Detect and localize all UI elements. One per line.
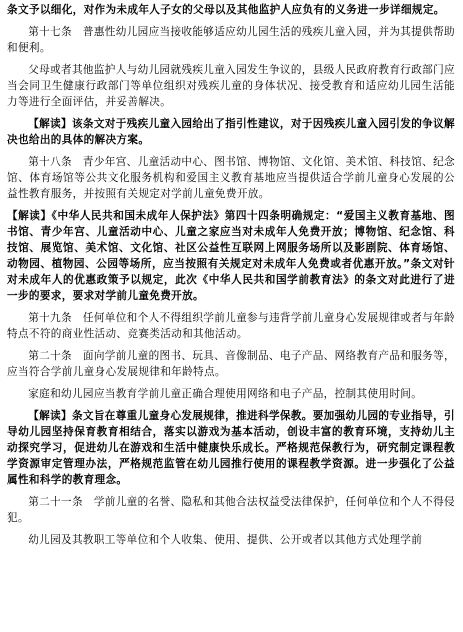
article-19-paragraph: 第十九条 任何单位和个人不得组织学前儿童参与违背学前儿童身心发展规律或者与年龄特点不符的商业性活动、竞赛类活动和其他活动。	[7, 312, 455, 340]
article-17-paragraph: 第十七条 普惠性幼儿园应当接收能够适应幼儿园生活的残疾儿童入园，并为其提供帮助和便利。	[7, 26, 455, 54]
article-20-paragraph: 第二十条 面向学前儿童的图书、玩具、音像制品、电子产品、网络教育产品和服务等，应当符合学前儿童身心发展规律和年龄特点。	[7, 350, 455, 378]
interpretation-article-18: 【解读】《中华人民共和国未成年人保护法》第四十四条明确规定：“爱国主义教育基地、图书馆、青少年宫、儿童活动中心、儿童之家应当对未成年人免费开放；博物馆、纪念馆、科技馆、展览馆、美术馆、文化馆、社区公益性互联网上网服务场所以及影剧院、体育场馆、动物园、植物园、公园等场所，应当按照有关规定对未成年人免费或者优惠开放。”条文对针对未成年人的优惠政策予以规定，此次《中华人民共和国学前教育法》的条文对此进行了进一步的要求，要求对学前儿童免费开放。	[7, 210, 455, 302]
interpretation-article-19-20: 【解读】条文旨在尊重儿童身心发展规律，推进科学保教。要加强幼儿园的专业指导，引导幼儿园坚持保育教育相结合，落实以游戏为基本活动，创设丰富的教育环境，支持幼儿主动探究学习，促进幼儿在游戏和生活中健康快乐成长。严格规范保教行为，研究制定课程教学资源审定管理办法，严格规范监管在幼儿园推行使用的课程教学资源。进一步强化了公益属性和科学的教育理念。	[7, 410, 455, 486]
article-18-paragraph: 第十八条 青少年宫、儿童活动中心、图书馆、博物馆、文化馆、美术馆、科技馆、纪念馆、体育场馆等公共文化服务机构和爱国主义教育基地应当提供适合学前儿童身心发展的公益性教育服务，并按照有关规定对学前儿童免费开放。	[7, 156, 455, 200]
article-20-network-paragraph: 家庭和幼儿园应当教育学前儿童正确合理使用网络和电子产品，控制其使用时间。	[28, 388, 423, 400]
interpretation-article-17: 【解读】该条文对于残疾儿童入园给出了指引性建议，对于因残疾儿童入园引发的争议解决也给出的具体的解决方案。	[7, 118, 455, 146]
article-21-paragraph: 第二十一条 学前儿童的名誉、隐私和其他合法权益受法律保护，任何单位和个人不得侵犯。	[7, 496, 455, 524]
interpretation-paragraph-continued: 条文予以细化，对作为未成年人子女的父母以及其他监护人应负有的义务进一步详细规定。	[7, 4, 445, 16]
article-21-continued-paragraph: 幼儿园及其教职工等单位和个人收集、使用、提供、公开或者以其他方式处理学前	[28, 534, 423, 546]
article-17-dispute-paragraph: 父母或者其他监护人与幼儿园就残疾儿童入园发生争议的，县级人民政府教育行政部门应当会同卫生健康行政部门等单位组织对残疾儿童的身体状况、接受教育和适应幼儿园生活能力等进行全面评估，并妥善解决。	[7, 64, 455, 108]
